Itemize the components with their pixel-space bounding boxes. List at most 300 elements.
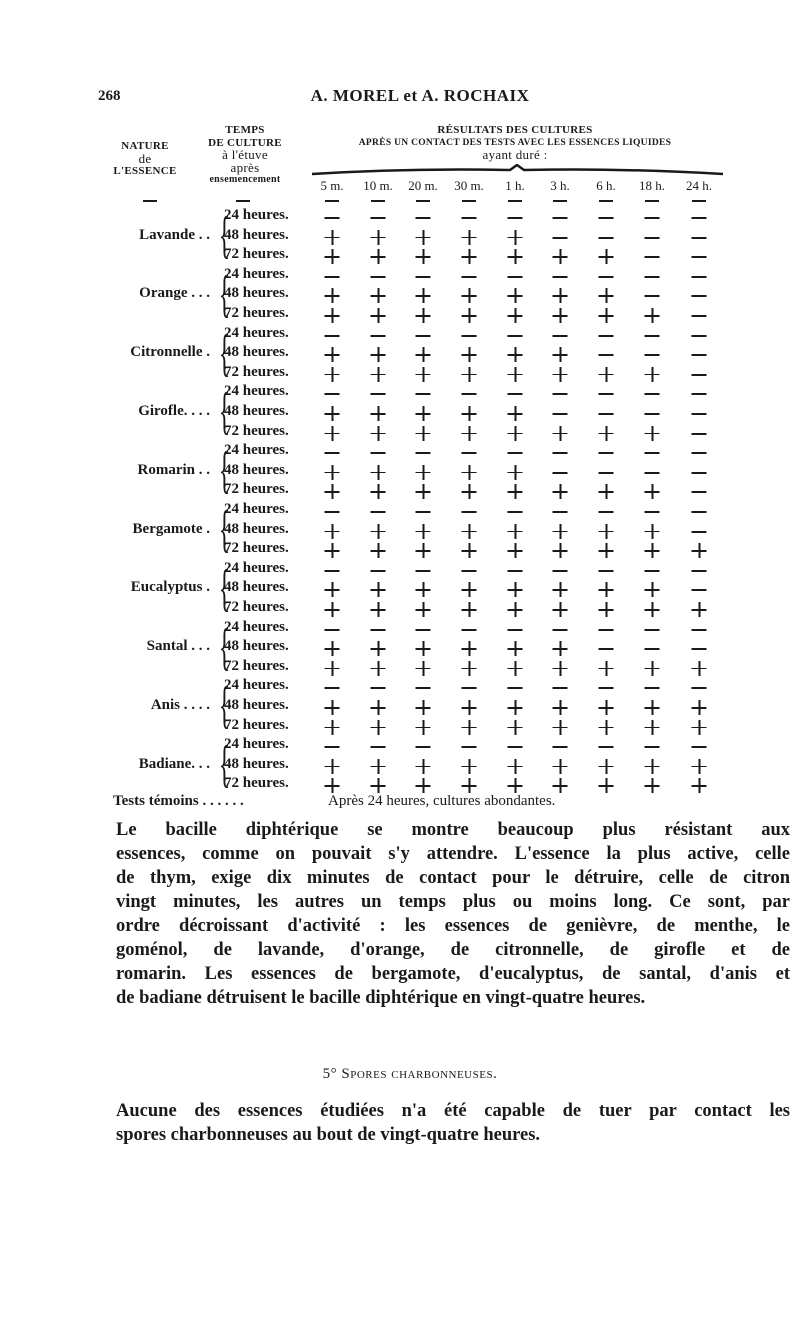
positive-result-mark [508,602,523,617]
brace: { [218,559,231,617]
positive-result-mark [462,406,477,421]
culture-time: 48 heures. [224,579,289,596]
negative-result-mark [371,511,386,513]
negative-result-mark [325,335,340,337]
positive-result-mark [371,465,386,480]
negative-result-mark [645,648,660,650]
culture-time: 72 heures. [224,540,289,557]
positive-result-mark [462,465,477,480]
negative-result-mark [692,315,707,317]
negative-result-mark [692,687,707,689]
culture-time: 24 heures. [224,442,289,459]
positive-result-mark [371,720,386,735]
column-header: 10 m. [363,178,393,193]
positive-result-mark [599,700,614,715]
positive-result-mark [325,524,340,539]
negative-result-mark [325,452,340,454]
positive-result-mark [508,720,523,735]
positive-result-mark [508,484,523,499]
page-number: 268 [98,88,121,104]
positive-result-mark [645,543,660,558]
positive-result-mark [325,288,340,303]
positive-result-mark [416,308,431,323]
negative-result-mark [325,393,340,395]
negative-result-mark [599,511,614,513]
negative-result-mark [508,570,523,572]
negative-result-mark [371,746,386,748]
negative-result-mark [508,511,523,513]
positive-result-mark [645,308,660,323]
positive-result-mark [508,661,523,676]
column-header: 24 h. [686,178,712,193]
negative-result-mark [692,589,707,591]
positive-result-mark [371,661,386,676]
positive-result-mark [599,484,614,499]
positive-result-mark [371,543,386,558]
header-dash [236,200,250,202]
positive-result-mark [645,582,660,597]
negative-result-mark [508,217,523,219]
brace: { [218,618,231,676]
negative-result-mark [692,511,707,513]
positive-result-mark [325,582,340,597]
positive-result-mark [462,484,477,499]
positive-result-mark [371,484,386,499]
positive-result-mark [462,759,477,774]
header-dash [599,200,613,202]
positive-result-mark [325,641,340,656]
negative-result-mark [462,511,477,513]
positive-result-mark [325,426,340,441]
positive-result-mark [508,465,523,480]
positive-result-mark [325,308,340,323]
header-line: de [138,150,152,166]
header-line: à l'étuve [222,147,268,162]
negative-result-mark [416,276,431,278]
positive-result-mark [553,700,568,715]
positive-result-mark [371,582,386,597]
culture-time: 48 heures. [224,697,289,713]
column-header: 5 m. [320,178,344,193]
positive-result-mark [508,759,523,774]
negative-result-mark [325,217,340,219]
positive-result-mark [508,367,523,382]
negative-result-mark [416,393,431,395]
positive-result-mark [416,582,431,597]
negative-result-mark [371,687,386,689]
negative-result-mark [599,746,614,748]
positive-result-mark [508,230,523,245]
negative-result-mark [645,256,660,258]
positive-result-mark [692,759,707,774]
negative-result-mark [692,433,707,435]
positive-result-mark [553,249,568,264]
positive-result-mark [462,602,477,617]
essence-name: Badiane. . . [138,755,210,772]
negative-result-mark [371,629,386,631]
negative-result-mark [553,452,568,454]
culture-time: 24 heures. [224,736,289,753]
negative-result-mark [462,570,477,572]
essence-name: Eucalyptus . [130,579,210,596]
negative-result-mark [599,335,614,337]
positive-result-mark [371,602,386,617]
essence-name: Bergamote . [132,520,210,537]
negative-result-mark [599,452,614,454]
text-line: romarin. Les essences de bergamote, d'eucalyptus, de santal, d'anis et [116,964,790,984]
culture-time: 72 heures. [224,716,289,733]
header-line: NATURE [121,140,169,152]
positive-result-mark [371,759,386,774]
positive-result-mark [325,661,340,676]
negative-result-mark [553,276,568,278]
negative-result-mark [508,629,523,631]
positive-result-mark [325,406,340,421]
positive-result-mark [462,308,477,323]
negative-result-mark [599,472,614,474]
positive-result-mark [462,661,477,676]
brace: { [218,324,231,382]
positive-result-mark [553,661,568,676]
positive-result-mark [599,661,614,676]
positive-result-mark [371,308,386,323]
negative-result-mark [553,472,568,474]
text-line: de badiane détruisent le bacille diphtérique en vingt-quatre heures. [116,988,646,1008]
culture-time: 24 heures. [224,383,289,400]
essence-name: Girofle. . . . [138,403,210,419]
negative-result-mark [645,335,660,337]
negative-result-mark [599,393,614,395]
positive-result-mark [416,700,431,715]
positive-result-mark [416,249,431,264]
negative-result-mark [416,629,431,631]
negative-result-mark [692,393,707,395]
positive-result-mark [508,406,523,421]
positive-result-mark [553,288,568,303]
positive-result-mark [553,426,568,441]
header-dash [143,200,157,202]
essence-name: Santal . . . [146,638,210,655]
brace: { [218,207,231,264]
culture-time: 48 heures. [224,403,289,419]
positive-result-mark [508,778,523,793]
positive-result-mark [553,367,568,382]
negative-result-mark [462,452,477,454]
negative-result-mark [325,511,340,513]
negative-result-mark [599,276,614,278]
negative-result-mark [645,237,660,239]
positive-result-mark [692,543,707,558]
positive-result-mark [371,288,386,303]
negative-result-mark [416,570,431,572]
brace: { [218,383,231,441]
positive-result-mark [599,249,614,264]
negative-result-mark [371,335,386,337]
positive-result-mark [371,700,386,715]
negative-result-mark [692,413,707,415]
positive-result-mark [416,720,431,735]
positive-result-mark [416,288,431,303]
negative-result-mark [553,629,568,631]
negative-result-mark [553,687,568,689]
text-line: goménol, de lavande, d'orange, de citronnelle, de girofle et de [116,940,790,960]
header-dash [645,200,659,202]
positive-result-mark [599,524,614,539]
positive-result-mark [371,230,386,245]
negative-result-mark [553,335,568,337]
culture-time: 24 heures. [224,559,289,576]
negative-result-mark [692,452,707,454]
header-line: DE CULTURE [208,136,282,149]
running-head: A. MOREL et A. ROCHAIX [310,86,530,105]
positive-result-mark [645,700,660,715]
positive-result-mark [599,367,614,382]
culture-time: 72 heures. [224,305,289,321]
negative-result-mark [692,629,707,631]
culture-time: 72 heures. [224,657,289,674]
culture-time: 72 heures. [224,422,289,439]
positive-result-mark [416,661,431,676]
header-dash [371,200,385,202]
culture-time: 24 heures. [224,501,289,517]
positive-result-mark [508,308,523,323]
negative-result-mark [692,531,707,533]
header-temps [195,124,295,187]
negative-result-mark [645,687,660,689]
positive-result-mark [692,720,707,735]
header-resultats [305,124,725,162]
text-line: de thym, exige dix minutes de contact pour le détruire, celle de citron [116,868,790,888]
positive-result-mark [508,347,523,362]
controls-label: Tests témoins . . . . . . [113,793,244,809]
positive-result-mark [553,484,568,499]
text-line: ordre décroissant d'activité : les essences de genièvre, de menthe, le [116,916,790,936]
negative-result-mark [599,629,614,631]
controls-result: Après 24 heures, cultures abondantes. [328,793,556,809]
positive-result-mark [416,367,431,382]
positive-result-mark [645,367,660,382]
section-heading [0,1066,800,1083]
essence-name: Citronnelle . [130,344,210,361]
positive-result-mark [416,347,431,362]
negative-result-mark [462,687,477,689]
brace: { [218,736,231,794]
positive-result-mark [462,288,477,303]
positive-result-mark [325,347,340,362]
negative-result-mark [416,746,431,748]
negative-result-mark [553,511,568,513]
text-line: essences, comme on pouvait s'y attendre. L'essence la plus active, celle [116,844,790,864]
positive-result-mark [599,778,614,793]
positive-result-mark [553,524,568,539]
negative-result-mark [508,335,523,337]
essence-name: Orange . . . [139,285,210,302]
culture-time: 24 heures. [224,324,289,341]
positive-result-mark [462,641,477,656]
culture-time: 24 heures. [224,265,289,282]
negative-result-mark [599,237,614,239]
negative-result-mark [462,217,477,219]
brace: { [218,265,231,323]
negative-result-mark [692,335,707,337]
negative-result-mark [692,354,707,356]
column-header: 20 m. [408,178,438,193]
positive-result-mark [325,543,340,558]
culture-time: 48 heures. [224,638,289,655]
positive-result-mark [371,367,386,382]
positive-result-mark [416,426,431,441]
positive-result-mark [325,367,340,382]
text-line: Le bacille diphtérique se montre beaucoup plus résistant aux [116,820,790,840]
negative-result-mark [599,570,614,572]
negative-result-mark [645,295,660,297]
negative-result-mark [371,217,386,219]
positive-result-mark [416,543,431,558]
positive-result-mark [416,406,431,421]
negative-result-mark [416,511,431,513]
positive-result-mark [325,720,340,735]
negative-result-mark [508,452,523,454]
text-line: Aucune des essences étudiées n'a été capable de tuer par contact les [116,1101,790,1121]
positive-result-mark [462,230,477,245]
positive-result-mark [416,759,431,774]
culture-time: 72 heures. [224,599,289,615]
positive-result-mark [508,641,523,656]
negative-result-mark [692,570,707,572]
positive-result-mark [553,308,568,323]
positive-result-mark [645,720,660,735]
positive-result-mark [462,249,477,264]
negative-result-mark [325,570,340,572]
negative-result-mark [462,629,477,631]
negative-result-mark [325,687,340,689]
header-line: ensemencement [209,174,281,185]
positive-result-mark [416,641,431,656]
negative-result-mark [553,413,568,415]
positive-result-mark [371,524,386,539]
positive-result-mark [508,249,523,264]
positive-result-mark [599,582,614,597]
header-line: L'ESSENCE [113,165,177,177]
positive-result-mark [416,230,431,245]
positive-result-mark [416,484,431,499]
positive-result-mark [553,582,568,597]
positive-result-mark [508,700,523,715]
brace: { [218,501,231,558]
positive-result-mark [462,426,477,441]
column-header: 6 h. [596,178,616,193]
culture-time: 48 heures. [224,520,289,537]
negative-result-mark [371,276,386,278]
positive-result-mark [462,367,477,382]
negative-result-mark [416,217,431,219]
negative-result-mark [553,237,568,239]
positive-result-mark [462,700,477,715]
negative-result-mark [645,217,660,219]
header-line: ayant duré : [482,147,548,162]
positive-result-mark [325,778,340,793]
positive-result-mark [371,641,386,656]
negative-result-mark [371,570,386,572]
negative-result-mark [599,354,614,356]
header-brace [310,164,725,178]
negative-result-mark [508,687,523,689]
negative-result-mark [645,393,660,395]
negative-result-mark [371,393,386,395]
text-line: spores charbonneuses au bout de vingt-quatre heures. [116,1125,541,1145]
negative-result-mark [692,237,707,239]
negative-result-mark [692,276,707,278]
positive-result-mark [599,543,614,558]
negative-result-mark [599,217,614,219]
positive-result-mark [599,308,614,323]
positive-result-mark [553,602,568,617]
positive-result-mark [462,720,477,735]
negative-result-mark [645,570,660,572]
positive-result-mark [553,641,568,656]
negative-result-mark [553,217,568,219]
text-line: vingt minutes, les autres un temps plus ou moins long. Ce sont, par [116,892,790,912]
positive-result-mark [416,602,431,617]
culture-time: 24 heures. [224,618,289,635]
negative-result-mark [553,746,568,748]
negative-result-mark [599,648,614,650]
negative-result-mark [553,393,568,395]
negative-result-mark [645,472,660,474]
brace: { [218,677,231,735]
positive-result-mark [645,484,660,499]
header-essence [95,140,195,178]
header-dash [462,200,476,202]
positive-result-mark [645,661,660,676]
negative-result-mark [462,746,477,748]
culture-time: 48 heures. [224,461,289,478]
negative-result-mark [692,746,707,748]
negative-result-mark [692,648,707,650]
negative-result-mark [645,629,660,631]
positive-result-mark [325,465,340,480]
brace: { [218,442,231,500]
section-title: Spores charbonneuses. [341,1066,498,1082]
positive-result-mark [416,465,431,480]
culture-time: 72 heures. [224,481,289,498]
negative-result-mark [692,374,707,376]
negative-result-mark [692,295,707,297]
header-dash [553,200,567,202]
header-dash [416,200,430,202]
positive-result-mark [325,249,340,264]
culture-time: 48 heures. [224,755,289,772]
negative-result-mark [508,746,523,748]
header-line: APRÈS UN CONTACT DES TESTS AVEC LES ESSENCES LIQUIDES [358,137,672,148]
positive-result-mark [553,347,568,362]
negative-result-mark [462,276,477,278]
positive-result-mark [508,288,523,303]
negative-result-mark [325,746,340,748]
negative-result-mark [508,393,523,395]
positive-result-mark [553,720,568,735]
positive-result-mark [325,700,340,715]
positive-result-mark [371,249,386,264]
positive-result-mark [645,778,660,793]
negative-result-mark [599,413,614,415]
negative-result-mark [692,256,707,258]
positive-result-mark [462,778,477,793]
section-number: 5° [322,1066,338,1082]
positive-result-mark [416,778,431,793]
positive-result-mark [599,602,614,617]
negative-result-mark [692,472,707,474]
